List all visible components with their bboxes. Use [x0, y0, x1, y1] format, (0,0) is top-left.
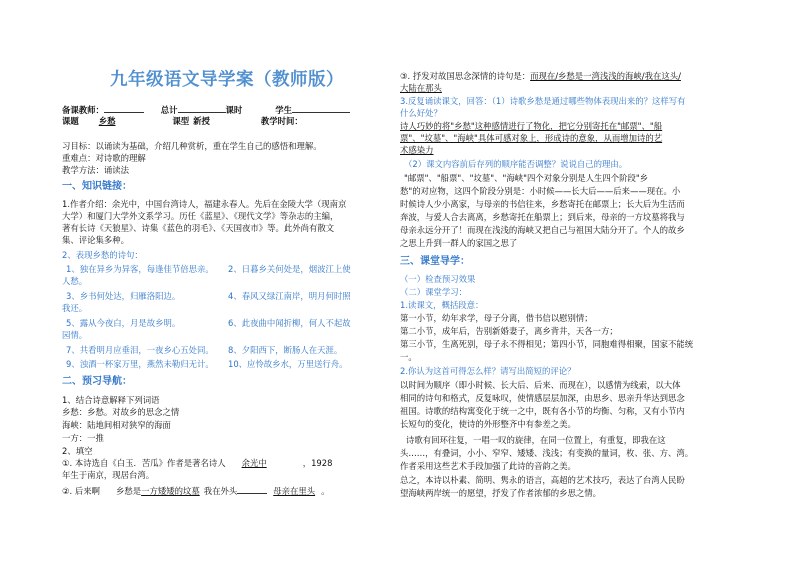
teacher-label: 备课教师：	[62, 105, 104, 115]
r-line	[400, 71, 681, 82]
poem-line: 8、夕阳西下，断肠人在天涯。	[228, 345, 343, 355]
period-label: 课时	[225, 105, 243, 115]
check-preview: （一）检查预习效果	[400, 274, 476, 284]
section3-heading: 三、课堂导学：	[400, 256, 470, 267]
fill-line-1	[62, 458, 332, 469]
r-answer-line: 票"、"坟墓"、"海峡"具体可感对象上，形成诗的意象，从而增加诗的艺	[400, 133, 663, 143]
section1-heading: 一、知识链接：	[62, 181, 132, 192]
author-line-3: 著有长诗《天狼星》、诗集《蓝色的羽毛》、《天国夜市》等。此外尚有散文	[62, 223, 335, 233]
poem-line: 人愁。	[62, 276, 88, 286]
fill-3-answer-2: 母亲在里头	[273, 486, 316, 496]
fill-line-2: 年生于南京，现居台湾。	[62, 470, 155, 480]
page-title: 九年级语文导学案（教师版）	[110, 70, 344, 90]
student-blank	[292, 103, 350, 113]
review-question: 2.你认为这首可得怎么样？请写出简短的评论？	[400, 366, 576, 376]
meta-row-1	[62, 103, 350, 116]
fill-3-tail: 。	[321, 486, 330, 496]
author-line-4: 集、评论集多种。	[62, 235, 129, 245]
review-answer: 总之，本诗以朴素、简明、隽永的语言，高超的艺术技巧，表达了台湾人民盼	[400, 475, 685, 485]
fill-1-text: ①. 本诗选自《白玉．苦瓜》作者是著名诗人	[62, 458, 226, 468]
fill-heading: 2、填空	[62, 446, 93, 456]
total-blank	[178, 103, 226, 113]
poem-line: 10、应怜故乡水，万里送行舟。	[228, 359, 348, 369]
vocab-xiangchou: 乡愁：乡愁。对故乡的思念之情	[62, 407, 180, 417]
r-order-answer: 之思上升到一群人的家国之思了	[400, 238, 518, 248]
class-study: （二）课堂学习：	[400, 287, 467, 297]
time-label: 教学时间：	[260, 116, 303, 126]
poems-heading: 2、表现乡愁的诗句：	[62, 250, 143, 260]
review-answer: 作者采用这些艺术手段加强了此诗的音韵之美。	[400, 461, 576, 471]
review-answer: 祖国。诗歌的结构寓变化于统一之中，既有各小节的均衡、匀称，又有小节内	[400, 406, 685, 416]
review-answer: 头……，有叠词，小小、窄窄、矮矮、浅浅；有变换的量词，枚、张、方、湾。	[400, 448, 694, 458]
teacher-blank	[104, 103, 144, 113]
vocab-haixia: 海峡：陆地间相对狭窄的海面	[62, 420, 171, 430]
objective-method: 教学方法：诵读法	[62, 165, 129, 175]
r-answer-line: 诗人巧妙的将"乡愁"这种感情进行了物化，把它分别寄托在"邮票"、"船	[400, 121, 663, 131]
meta-row-2	[62, 116, 303, 127]
poem-line: 9、浊酒一杯家万里，燕然未勒归无计。	[66, 359, 214, 369]
poem-line: 6、此夜曲中闻折柳，何人不起故	[228, 318, 351, 328]
poem-line: 我还。	[62, 303, 88, 313]
r-order-answer: 母亲永远分开了！而现在浅浅的海峡又把自己与祖国大陆分开了。个人的故乡	[400, 225, 685, 235]
para-summary: 一。	[400, 352, 417, 362]
type-value: 新授	[193, 116, 210, 126]
review-answer: 诗歌有回环往复，一唱一叹的旋律，在同一位置上，有重复，即我在这	[406, 435, 666, 445]
r-order-answer: 奔波，与爱人合去离离，乡愁寄托在船票上；到后来，母亲的一方坟墓将我与	[400, 212, 685, 222]
topic-value: 乡愁	[98, 116, 116, 126]
r-q-objects-cont: 什么好处？	[400, 108, 442, 118]
poem-line: 1、独在异乡为异客，每逢佳节倍思亲。	[66, 264, 214, 274]
poem-line: 5、露从今夜白，月是故乡明。	[66, 318, 181, 328]
fill-1-tail: ，1928	[302, 458, 333, 468]
fill-3-text: ②. 后来啊	[62, 486, 100, 496]
r-q-objects: 3.反复诵读课文，回答：（1）诗歌乡愁是通过哪些物体表现出来的？这样写有	[400, 96, 686, 106]
student-label: 学生	[275, 105, 292, 115]
review-answer: 以时间为顺序（即小时候、长大后、后来、而现在），以感情为线索，以大体	[400, 380, 681, 390]
poem-line: 4、春风又绿江南岸，明月何时照	[228, 291, 351, 301]
fill-3-answer-1: 一方矮矮的坟墓	[141, 486, 200, 496]
r-order-answer: "邮票"、"船票"、"坟墓"、"海峡"四个对象分别是人生四个阶段"乡	[404, 173, 649, 183]
poem-line: 7、共看明月应垂泪，一夜乡心五处同。	[66, 345, 214, 355]
objective-goal: 习目标：以诵读为基础，介绍几种赏析，重在学生自己的感悟和理解。	[62, 141, 322, 151]
para-summary: 第二小节，成年后，告别新婚妻子，离乡背井，天各一方；	[400, 326, 618, 336]
review-answer: 望海峡两岸统一的愿望，抒发了作者浓郁的乡思之情。	[400, 488, 601, 498]
para-summary: 第一小节，幼年求学，母子分离，借书信以慰别情；	[400, 313, 593, 323]
author-line-1: 1.作者介绍：余光中，中国台湾诗人，福建永春人。先后在金陵大学（现南京	[62, 199, 347, 209]
r-q-order: （2）课文内容前后存列的顺序能否调整？说说自己的理由。	[404, 159, 628, 169]
fill-3-text-c: 我在外头	[203, 486, 238, 496]
vocab-intro: 1、结合诗意解释下列词语	[62, 395, 160, 405]
fill-1-answer: 余光中	[241, 458, 267, 468]
fill-3-blank	[237, 484, 267, 494]
poem-line: 2、日暮乡关何处是，烟波江上使	[228, 264, 351, 274]
author-line-2: 大学）和厦门大学外文系学习。历任《蓝星》、《现代文学》等杂志的主编，	[62, 211, 339, 221]
r-q3-answer: 而现在/乡愁是一湾浅浅的海峡/我在这头/	[530, 71, 681, 81]
poem-line: 园情。	[62, 330, 88, 340]
para-summary: 第三小节，生离死别，母子永不得相见；第四小节，同胞难得相聚，国家不能统	[400, 339, 694, 349]
fill-3-text-b: 乡愁是	[115, 486, 142, 496]
r-answer-line: 术感染力	[400, 145, 434, 155]
r-order-answer: 愁"的对应物，这四个阶段分别是：小时候——长大后——后来——现在。小	[400, 186, 681, 196]
total-label: 总计	[160, 105, 178, 115]
r-q3-answer-cont: 大陆在那头	[400, 83, 442, 93]
poem-line: 3、乡书何处达，归雁洛阳边。	[66, 291, 181, 301]
r-q3-text: ③. 抒发对故国思念深情的诗句是：	[400, 71, 531, 81]
review-answer: 相同的诗句和格式，反复咏叹，使情感层层加深，由思乡、思亲升华达到思念	[400, 393, 685, 403]
section2-heading: 二、预习导航：	[62, 376, 132, 387]
vocab-yifang: 一方：一推	[62, 433, 104, 443]
r-order-answer: 时候诗人少小离家，与母亲的书信往来，乡愁寄托在邮票上；长大后为生活而	[400, 199, 685, 209]
objective-key-point: 重难点：对诗歌的理解	[62, 153, 146, 163]
review-answer: 长短句的变化，使诗的外形整齐中有参差之美。	[400, 419, 576, 429]
type-label: 课型	[172, 116, 190, 126]
topic-label: 课题	[62, 116, 79, 126]
summary-heading: 1.读课文，概括段意：	[400, 300, 484, 310]
fill-line-3	[62, 484, 329, 497]
